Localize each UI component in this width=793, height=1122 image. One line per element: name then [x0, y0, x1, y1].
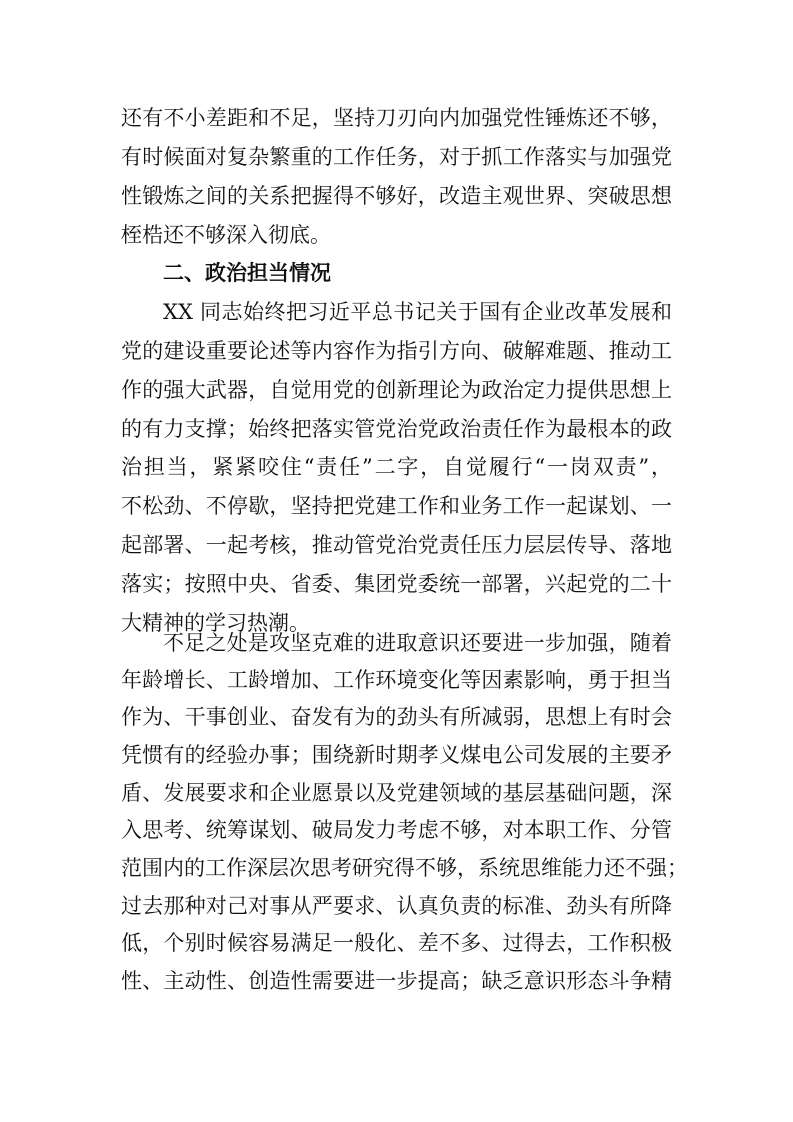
- text-line: 性锻炼之间的关系把握得不够好，改造主观世界、突破思想: [121, 184, 672, 208]
- text-line: 作的强大武器，自觉用党的创新理论为政治定力提供思想上: [121, 378, 672, 402]
- text-line: 入思考、统筹谋划、破局发力考虑不够，对本职工作、分管: [121, 818, 672, 842]
- text-line: 落实；按照中央、省委、集团党委统一部署，兴起党的二十: [121, 572, 672, 596]
- text-line: 桎梏还不够深入彻底。: [121, 223, 331, 247]
- text-line: 范围内的工作深层次思考研究得不够，系统思维能力还不强；: [121, 856, 688, 880]
- text-line: 有时候面对复杂繁重的工作任务，对于抓工作落实与加强党: [121, 145, 672, 169]
- text-line: 作为、干事创业、奋发有为的劲头有所减弱，思想上有时会: [121, 705, 672, 729]
- text-line: 年龄增长、工龄增加、工作环境变化等因素影响，勇于担当: [121, 668, 672, 692]
- text-line: 治担当，紧紧咬住“责任”二字，自觉履行“一岗双责”，: [121, 455, 672, 479]
- text-line: 过去那种对己对事从严要求、认真负责的标准、劲头有所降: [121, 894, 672, 918]
- text-line: 起部署、一起考核，推动管党治党责任压力层层传导、落地: [121, 533, 672, 557]
- section-heading: 二、政治担当情况: [163, 261, 331, 285]
- text-line: 凭惯有的经验办事；围绕新时期孝义煤电公司发展的主要矛: [121, 743, 672, 767]
- text-line: 大精神的学习热潮。: [121, 611, 310, 635]
- text-line: 不足之处是攻坚克难的进取意识还要进一步加强，随着: [163, 631, 672, 655]
- text-line: 还有不小差距和不足，坚持刀刃向内加强党性锤炼还不够，: [121, 106, 672, 130]
- text-line: XX 同志始终把习近平总书记关于国有企业改革发展和: [163, 300, 672, 324]
- text-line: 不松劲、不停歇，坚持把党建工作和业务工作一起谋划、一: [121, 494, 672, 518]
- text-line: 性、主动性、创造性需要进一步提高；缺乏意识形态斗争精: [121, 969, 672, 993]
- text-line: 盾、发展要求和企业愿景以及党建领域的基层基础问题，深: [121, 781, 672, 805]
- text-line: 低，个别时候容易满足一般化、差不多、过得去，工作积极: [121, 931, 672, 955]
- text-line: 党的建设重要论述等内容作为指引方向、破解难题、推动工: [121, 339, 672, 363]
- text-line: 的有力支撑；始终把落实管党治党政治责任作为最根本的政: [121, 417, 672, 441]
